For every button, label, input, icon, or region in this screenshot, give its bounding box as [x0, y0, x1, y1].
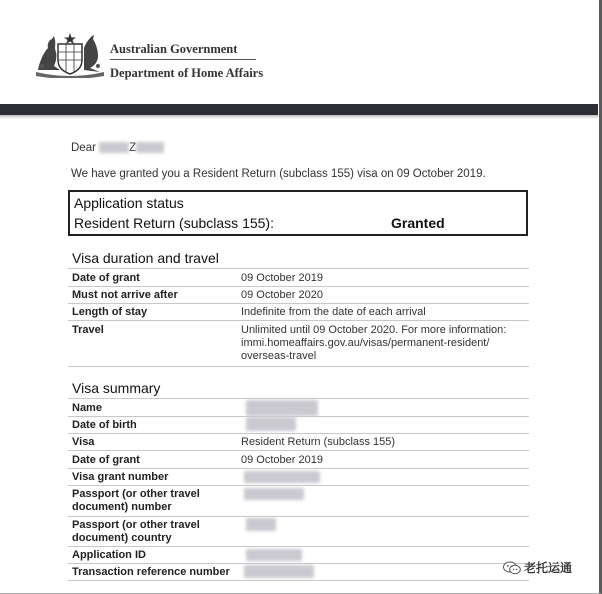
table-rule — [68, 320, 529, 321]
visa-duration-title: Visa duration and travel — [72, 250, 219, 266]
table-rule — [68, 485, 529, 486]
row-label-passport-country-line-1: Passport (or other travel — [72, 519, 200, 531]
table-rule — [68, 580, 529, 581]
application-status-box — [68, 190, 528, 236]
table-rule — [68, 450, 529, 451]
greeting — [71, 142, 164, 154]
row-label-passport-number-line-1: Passport (or other travel — [72, 488, 200, 500]
redacted-passport-country — [246, 518, 276, 531]
coat-of-arms-icon — [34, 30, 106, 78]
row-label-visa: Visa — [72, 436, 95, 448]
header-divider — [110, 59, 256, 60]
row-value-must-not-arrive-after: 09 October 2020 — [241, 289, 323, 301]
row-label-travel: Travel — [72, 324, 104, 336]
row-label-name: Name — [72, 402, 102, 414]
watermark — [503, 559, 572, 576]
redacted-visa-grant-number — [244, 471, 320, 483]
row-value-date-of-grant: 09 October 2019 — [241, 272, 323, 284]
status-visa-name: Resident Return (subclass 155): — [74, 215, 274, 231]
redacted-passport-number — [244, 488, 304, 500]
row-value-travel-line-1: Unlimited until 09 October 2020. For more information: — [241, 324, 507, 336]
table-rule — [68, 286, 529, 287]
redacted-name — [246, 400, 318, 416]
header-band — [0, 104, 598, 115]
greeting-initial: Z — [129, 142, 137, 154]
redacted-given-name — [99, 142, 129, 153]
table-rule — [68, 546, 529, 547]
row-label-application-id: Application ID — [72, 549, 146, 561]
grant-notice: We have granted you a Resident Return (subclass 155) visa on 09 October 2019. — [71, 168, 486, 180]
row-label-transaction-reference: Transaction reference number — [72, 566, 230, 578]
greeting-prefix: Dear — [71, 142, 96, 154]
row-label-passport-country-line-2: document) country — [72, 532, 172, 544]
header-band-shadow — [0, 115, 598, 119]
government-name: Australian Government — [110, 42, 238, 56]
letter-header — [0, 0, 598, 104]
watermark-text: 老托运通 — [524, 561, 573, 575]
row-value-travel-line-3: overseas-travel — [241, 350, 317, 362]
row-value-length-of-stay: Indefinite from the date of each arrival — [241, 306, 426, 318]
row-label-visa-grant-number: Visa grant number — [72, 471, 169, 483]
application-status-title: Application status — [74, 195, 184, 211]
status-value: Granted — [391, 215, 445, 231]
table-rule — [68, 433, 529, 434]
row-value-visa: Resident Return (subclass 155) — [241, 436, 396, 448]
row-label-passport-number-line-2: document) number — [72, 501, 172, 513]
row-label-date-of-birth: Date of birth — [72, 419, 137, 431]
redacted-surname — [136, 142, 164, 153]
table-rule — [68, 516, 529, 517]
wechat-icon — [503, 561, 521, 575]
table-rule — [68, 366, 529, 367]
table-rule — [68, 268, 529, 269]
row-value-travel-line-2: immi.homeaffairs.gov.au/visas/permanent-resident/ — [241, 337, 490, 349]
redacted-application-id — [246, 549, 302, 561]
department-name: Department of Home Affairs — [110, 66, 264, 80]
table-rule — [68, 303, 529, 304]
table-rule — [68, 468, 529, 469]
redacted-date-of-birth — [246, 417, 296, 431]
table-rule — [68, 398, 529, 399]
table-rule — [68, 416, 529, 417]
row-label-length-of-stay: Length of stay — [72, 306, 148, 318]
row-label-must-not-arrive-after: Must not arrive after — [72, 289, 178, 301]
row-value-date-of-grant-summary: 09 October 2019 — [241, 454, 323, 466]
row-label-date-of-grant-summary: Date of grant — [72, 454, 140, 466]
redacted-transaction-reference — [244, 565, 314, 578]
table-rule — [68, 563, 529, 564]
visa-summary-title: Visa summary — [72, 380, 161, 396]
row-label-date-of-grant: Date of grant — [72, 272, 140, 284]
